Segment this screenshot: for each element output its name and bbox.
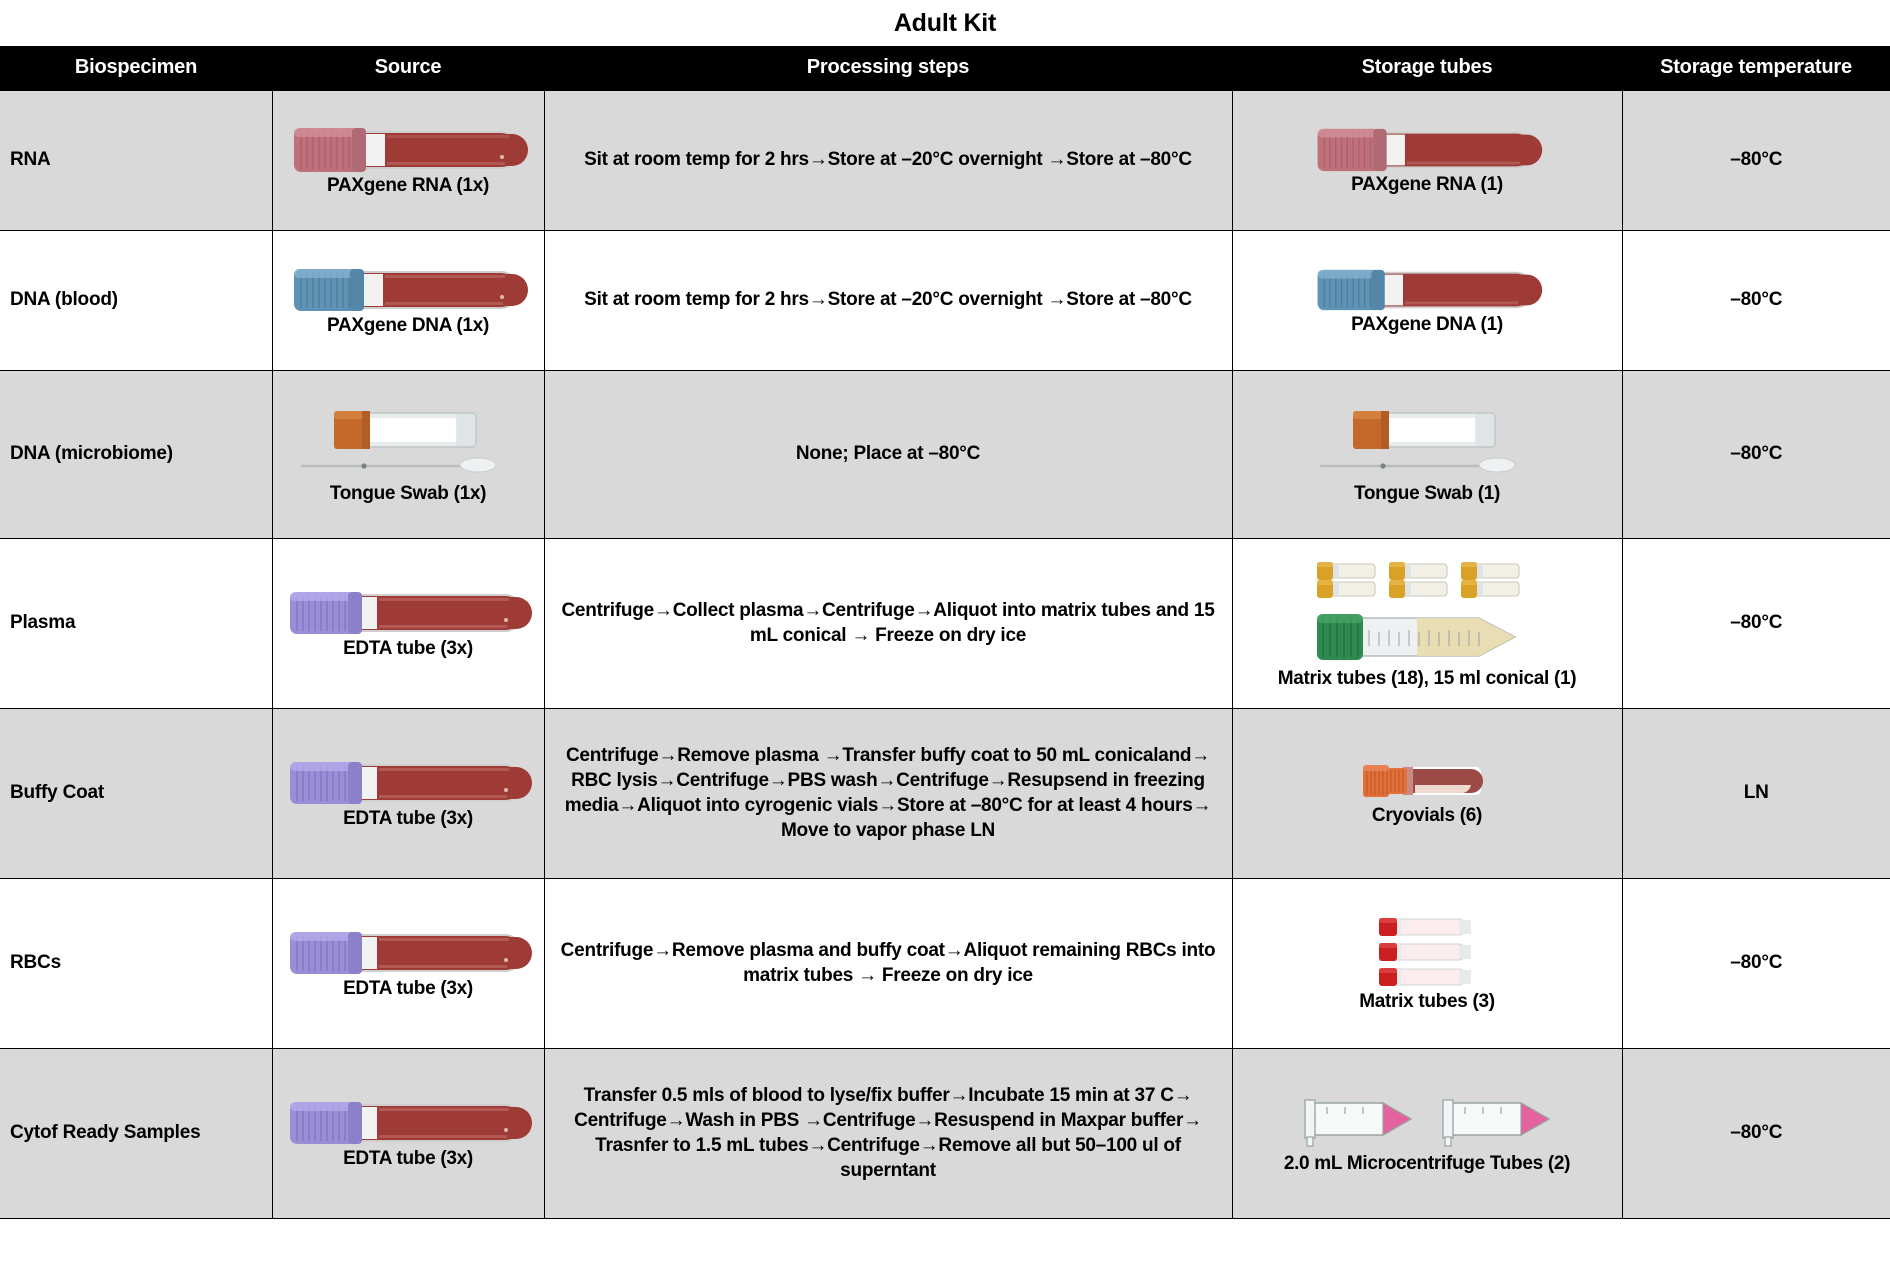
- table-row: [0, 878, 1890, 1048]
- source-caption: Tongue Swab (1x): [329, 483, 487, 504]
- cell-biospecimen: Buffy Coat: [0, 708, 272, 878]
- cell-source: [272, 708, 544, 878]
- cell-processing-steps: None; Place at –80°C: [544, 370, 1232, 538]
- cell-storage-tubes: [1232, 708, 1622, 878]
- cell-processing-steps: Sit at room temp for 2 hrs→Store at –20°C overnight →Store at –80°C: [544, 230, 1232, 370]
- cell-storage-tubes: [1232, 878, 1622, 1048]
- column-header-source: Source: [272, 46, 544, 90]
- cell-storage-tubes: [1232, 538, 1622, 708]
- blood-collection-tube-purple-cap-icon: [277, 758, 540, 808]
- source-caption: EDTA tube (3x): [343, 1148, 473, 1169]
- cell-storage-tubes: [1232, 370, 1622, 538]
- cell-biospecimen: DNA (microbiome): [0, 370, 272, 538]
- source-caption: EDTA tube (3x): [343, 808, 473, 829]
- cell-processing-steps: Transfer 0.5 mls of blood to lyse/fix buffer→Incubate 15 min at 37 C→ Centrifuge→Wash in PBS →Centrifuge→Resuspend in Maxpar buffer→ Trasnfer to 1.5 mL tubes→Centrifuge→Remove all but 50–100 ul of superntant: [544, 1048, 1232, 1218]
- matrix-tubes-red-cap-x3-icon: [1237, 915, 1618, 991]
- cell-source: [272, 370, 544, 538]
- cell-source: [272, 90, 544, 230]
- cell-storage-temperature: –80°C: [1622, 1048, 1890, 1218]
- page-title-bar: [0, 0, 1890, 46]
- table-header: [0, 46, 1890, 90]
- column-header-storage-temperature: Storage temperature: [1622, 46, 1890, 90]
- blood-collection-tube-blue-cap-icon: [277, 265, 540, 315]
- table-row: [0, 370, 1890, 538]
- column-header-processing-steps: Processing steps: [544, 46, 1232, 90]
- swab-tube-orange-cap-icon: [1237, 405, 1618, 483]
- storage-tubes-caption: Matrix tubes (18), 15 ml conical (1): [1277, 668, 1577, 689]
- blood-collection-tube-purple-cap-icon: [277, 1098, 540, 1148]
- table-row: [0, 708, 1890, 878]
- cell-storage-tubes: [1232, 90, 1622, 230]
- cell-storage-temperature: –80°C: [1622, 230, 1890, 370]
- cell-storage-temperature: LN: [1622, 708, 1890, 878]
- blood-collection-tube-purple-cap-icon: [277, 928, 540, 978]
- cell-storage-temperature: –80°C: [1622, 878, 1890, 1048]
- swab-tube-orange-cap-icon: [277, 405, 540, 483]
- blood-collection-tube-rose-cap-icon: [1237, 126, 1618, 174]
- cell-source: [272, 878, 544, 1048]
- cryovial-orange-cap-icon: [1237, 761, 1618, 805]
- cell-source: [272, 230, 544, 370]
- cell-storage-temperature: –80°C: [1622, 538, 1890, 708]
- matrix-tubes-amber-and-conical-green-icon: [1237, 558, 1618, 668]
- cell-biospecimen: Cytof Ready Samples: [0, 1048, 272, 1218]
- table-row: [0, 90, 1890, 230]
- blood-collection-tube-rose-cap-icon: [277, 125, 540, 175]
- cell-processing-steps: Centrifuge→Collect plasma→Centrifuge→Aliquot into matrix tubes and 15 mL conical → Freeze on dry ice: [544, 538, 1232, 708]
- cell-storage-temperature: –80°C: [1622, 90, 1890, 230]
- header-row: [0, 46, 1890, 90]
- table-row: [0, 538, 1890, 708]
- source-caption: EDTA tube (3x): [343, 978, 473, 999]
- column-header-storage-tubes: Storage tubes: [1232, 46, 1622, 90]
- source-caption: EDTA tube (3x): [343, 638, 473, 659]
- adult-kit-table: [0, 46, 1890, 1219]
- cell-processing-steps: Centrifuge→Remove plasma →Transfer buffy coat to 50 mL conicaland→ RBC lysis→Centrifuge→PBS wash→Centrifuge→Resupsend in freezing media→Aliquot into cyrogenic vials→Store at –80°C for at least 4 hours→ Move to vapor phase LN: [544, 708, 1232, 878]
- storage-tubes-caption: Tongue Swab (1): [1353, 483, 1501, 504]
- cell-biospecimen: RNA: [0, 90, 272, 230]
- cell-processing-steps: Sit at room temp for 2 hrs→Store at –20°C overnight →Store at –80°C: [544, 90, 1232, 230]
- table-body: [0, 90, 1890, 1218]
- cell-storage-tubes: [1232, 1048, 1622, 1218]
- storage-tubes-caption: Cryovials (6): [1371, 805, 1483, 826]
- storage-tubes-caption: 2.0 mL Microcentrifuge Tubes (2): [1283, 1153, 1571, 1174]
- page-title: Adult Kit: [893, 8, 997, 37]
- table-row: [0, 1048, 1890, 1218]
- blood-collection-tube-blue-cap-icon: [1237, 266, 1618, 314]
- cell-biospecimen: Plasma: [0, 538, 272, 708]
- microcentrifuge-tubes-pink-x2-icon: [1237, 1093, 1618, 1153]
- cell-biospecimen: RBCs: [0, 878, 272, 1048]
- storage-tubes-caption: Matrix tubes (3): [1359, 991, 1495, 1012]
- cell-processing-steps: Centrifuge→Remove plasma and buffy coat→Aliquot remaining RBCs into matrix tubes → Freeze on dry ice: [544, 878, 1232, 1048]
- blood-collection-tube-purple-cap-icon: [277, 588, 540, 638]
- column-header-biospecimen: Biospecimen: [0, 46, 272, 90]
- table-row: [0, 230, 1890, 370]
- source-caption: PAXgene DNA (1x): [326, 315, 489, 336]
- cell-biospecimen: DNA (blood): [0, 230, 272, 370]
- cell-source: [272, 538, 544, 708]
- storage-tubes-caption: PAXgene DNA (1): [1351, 314, 1503, 335]
- source-caption: PAXgene RNA (1x): [326, 175, 489, 196]
- cell-storage-temperature: –80°C: [1622, 370, 1890, 538]
- cell-storage-tubes: [1232, 230, 1622, 370]
- cell-source: [272, 1048, 544, 1218]
- storage-tubes-caption: PAXgene RNA (1): [1351, 174, 1503, 195]
